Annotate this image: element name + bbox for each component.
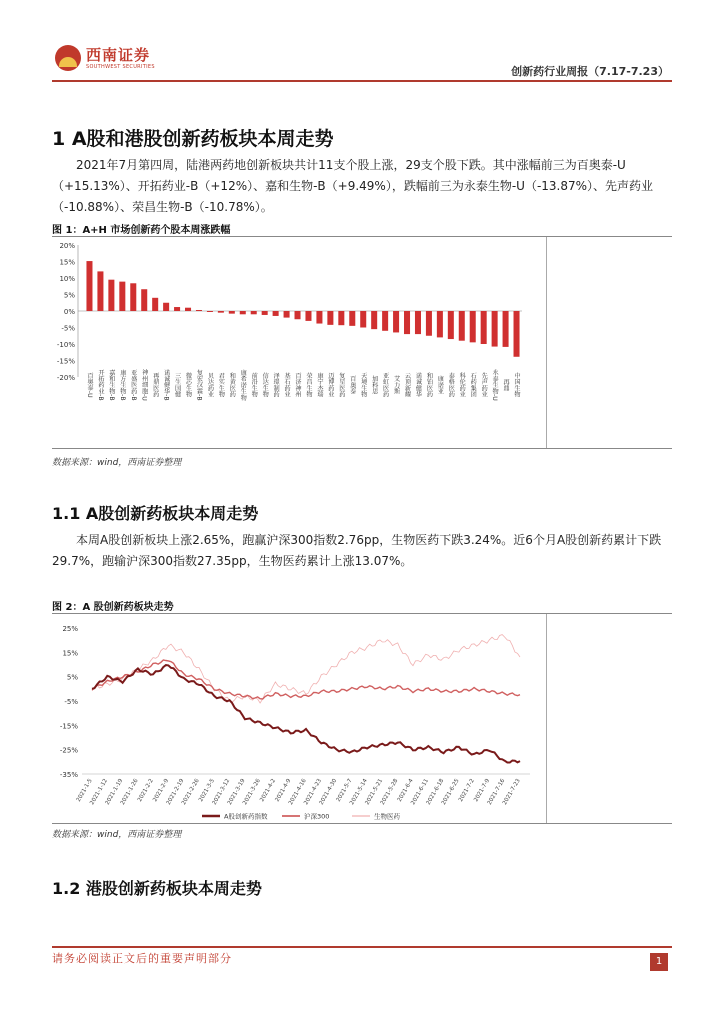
series-line-2 (92, 660, 520, 699)
section-1-paragraph (52, 155, 672, 218)
x-category-label: 加科思 (370, 375, 378, 395)
x-category-label: 亚盛医药-B (129, 369, 137, 401)
bar (503, 311, 509, 347)
x-tick-label: 2021-3-5 (198, 778, 217, 803)
figure-2-right-edge (546, 614, 547, 823)
bar (141, 289, 147, 311)
bar (426, 311, 432, 336)
x-tick-label: 2021-6-25 (440, 778, 461, 807)
x-tick-label: 2021-2-9 (152, 778, 171, 803)
bar (327, 311, 333, 325)
x-category-label: 复星医药 (337, 372, 345, 398)
x-category-label: 科伦药业 (458, 372, 466, 398)
x-category-label: 康希诺生物 (239, 369, 247, 401)
bar (284, 311, 290, 318)
y-tick-label: 5% (66, 673, 78, 682)
x-tick-label: 2021-7-16 (486, 778, 507, 807)
x-category-label: 和铂医药 (425, 372, 433, 398)
bar (108, 280, 114, 311)
x-tick-label: 2021-3-19 (226, 778, 247, 807)
x-category-label: 前沿生物 (250, 372, 258, 398)
section-heading-1: 1 A股和港股创新药板块本周走势 (52, 128, 334, 150)
y-tick-label: 20% (59, 242, 75, 250)
x-category-label: 荣昌生物 (304, 372, 312, 398)
y-tick-label: -15% (59, 722, 78, 731)
x-tick-label: 2021-7-23 (502, 778, 522, 807)
x-category-label: 先声药业 (480, 372, 488, 398)
x-tick-label: 2021-4-16 (288, 778, 308, 807)
x-category-label: 诺诚健华-B (162, 369, 170, 401)
bar (229, 311, 235, 314)
bar (174, 307, 180, 311)
x-tick-label: 2021-4-2 (259, 778, 278, 803)
series-line-3 (92, 635, 520, 703)
bar (273, 311, 279, 316)
y-tick-label: 15% (59, 258, 75, 267)
x-tick-label: 2021-1-5 (75, 778, 94, 803)
y-tick-label: 25% (62, 625, 78, 633)
bar (97, 271, 103, 311)
bar (514, 311, 520, 357)
x-category-label: 康方生物-B (118, 369, 126, 401)
section-1-1-text: 本周A股创新板块上涨2.65%，跑赢沪深300指数2.76pp，生物医药下跌3.24%。近6个月A股创新药累计下跌29.7%，跑输沪深300指数27.35pp，生物医药累计上涨13.07%。 (52, 533, 662, 568)
x-tick-label: 2021-4-23 (303, 778, 324, 807)
x-tick-label: 2021-5-28 (379, 778, 400, 807)
x-tick-label: 2021-7-9 (473, 778, 492, 803)
x-category-label: 中国生物 (513, 372, 521, 398)
x-category-label: 再鼎医药 (151, 372, 159, 398)
bar (415, 311, 421, 334)
x-category-label: 和黄医药 (228, 372, 236, 398)
x-tick-label: 2021-5-21 (364, 778, 385, 807)
x-tick-label: 2021-7-2 (457, 778, 476, 803)
figure-1-bottom-rule (52, 448, 672, 449)
header-divider (52, 80, 672, 82)
section-1-1-paragraph (52, 530, 672, 572)
bar (393, 311, 399, 332)
x-category-label: 诺诚健华 (414, 372, 422, 398)
x-tick-label: 2021-1-26 (119, 778, 140, 807)
y-tick-label: -5% (64, 698, 78, 706)
x-category-label: 信达生物 (261, 372, 269, 398)
x-tick-label: 2021-2-26 (181, 778, 201, 807)
page-number: 1 (650, 953, 668, 971)
x-category-label: 三生国健 (173, 372, 181, 398)
bar (459, 311, 465, 341)
bar (371, 311, 377, 329)
x-tick-label: 2021-5-14 (349, 778, 369, 807)
bar-chart (52, 237, 546, 448)
x-category-label: 迈博药业 (326, 372, 334, 398)
y-tick-label: -5% (61, 324, 75, 333)
y-tick-label: 5% (63, 291, 75, 300)
x-tick-label: 2021-3-26 (242, 778, 262, 807)
bar (207, 311, 213, 312)
x-category-label: 泽璟制药 (272, 372, 280, 398)
x-category-label: 亚虹医药 (381, 372, 389, 398)
x-category-label: 永泰生物-U (491, 369, 499, 401)
x-tick-label: 2021-5-7 (335, 778, 354, 803)
y-tick-label: -10% (56, 341, 75, 349)
x-category-label: 百奥泰-U (85, 372, 93, 398)
bar (382, 311, 388, 331)
x-category-label: 微芯生物 (184, 372, 192, 398)
x-tick-label: 2021-1-19 (104, 778, 125, 807)
section-heading-1-2: 1.2 港股创新药板块本周走势 (52, 879, 262, 898)
x-tick-label: 2021-6-11 (410, 778, 431, 807)
footer-disclaimer: 请务必阅读正文后的重要声明部分 (52, 952, 232, 965)
x-category-label: 嘉和生物-B (107, 369, 115, 401)
y-tick-label: -25% (59, 746, 78, 755)
y-tick-label: 0% (63, 308, 75, 316)
x-tick-label: 2021-4-9 (274, 778, 293, 803)
legend-label: 沪深300 (304, 812, 330, 821)
bar (470, 311, 476, 342)
x-category-label: 君实生物 (217, 372, 225, 398)
x-category-label: 百济神州 (294, 372, 302, 398)
bar (448, 311, 454, 339)
x-tick-label: 2021-4-30 (318, 778, 339, 807)
section-heading-1-1: 1.1 A股创新药板块本周走势 (52, 504, 259, 523)
bar (404, 311, 410, 334)
bar (240, 311, 246, 314)
series-line-1 (92, 665, 520, 762)
x-category-label: 再鼎 (502, 378, 510, 392)
bar (437, 311, 443, 337)
bar (163, 303, 169, 311)
x-category-label: 天境生物 (359, 372, 367, 398)
x-category-label: 开拓药业-B (96, 369, 104, 401)
bar (251, 311, 257, 314)
x-tick-label: 2021-6-4 (396, 778, 415, 803)
figure-1-right-edge (546, 237, 547, 448)
x-category-label: 神州细胞-U (140, 369, 148, 401)
x-tick-label: 2021-1-12 (89, 778, 110, 807)
bar (218, 311, 224, 313)
bar (86, 261, 92, 311)
x-tick-label: 2021-2-2 (136, 778, 155, 803)
brand-logo-icon (55, 45, 81, 71)
y-tick-label: 10% (59, 275, 75, 283)
bar (338, 311, 344, 325)
figure-2-bottom-rule (52, 823, 672, 824)
x-category-label: 贝达药业 (206, 372, 214, 398)
legend-label: 生物医药 (374, 812, 400, 821)
bar (316, 311, 322, 324)
y-tick-label: -20% (56, 374, 75, 382)
x-category-label: 百奥泰 (348, 375, 356, 395)
bar (349, 311, 355, 326)
x-category-label: 复宏汉霖-B (195, 369, 203, 401)
brand-name: 西南证券 (86, 46, 151, 64)
brand-subtitle: SOUTHWEST SECURITIES (86, 64, 155, 70)
line-chart (52, 614, 546, 823)
x-category-label: 艾力斯 (392, 375, 400, 395)
x-category-label: 康诺亚 (436, 375, 444, 395)
figure-2-title: 图 2：A 股创新药板块走势 (52, 602, 174, 613)
y-tick-label: -35% (59, 771, 78, 779)
x-tick-label: 2021-3-12 (211, 778, 232, 807)
bar (119, 282, 125, 311)
bar (185, 308, 191, 311)
y-tick-label: -15% (56, 357, 75, 366)
bar (305, 311, 311, 321)
x-category-label: 康宁杰瑞 (315, 372, 323, 398)
x-category-label: 云顶新耀 (403, 372, 411, 398)
legend-label: A股创新药指数 (224, 812, 268, 821)
figure-1-title: 图 1：A+H 市场创新药个股本周涨跌幅 (52, 225, 231, 236)
report-title: 创新药行业周报（7.17-7.23） (511, 65, 669, 78)
bar (360, 311, 366, 328)
x-tick-label: 2021-6-18 (425, 778, 446, 807)
bar (152, 298, 158, 311)
footer-divider (52, 946, 672, 948)
x-category-label: 基石药业 (283, 372, 291, 398)
figure-2-source: 数据来源：wind，西南证券整理 (52, 830, 182, 840)
bar (130, 283, 136, 311)
x-category-label: 石药集团 (469, 372, 477, 398)
bar (492, 311, 498, 347)
bar (196, 310, 202, 311)
bar (481, 311, 487, 344)
bar (262, 311, 268, 315)
y-tick-label: 15% (62, 649, 78, 658)
x-tick-label: 2021-2-19 (165, 778, 186, 807)
x-category-label: 泰格医药 (447, 372, 455, 398)
bar (295, 311, 301, 319)
figure-1-source: 数据来源：wind，西南证券整理 (52, 458, 182, 468)
section-1-text: 2021年7月第四周，陆港两药地创新板块共计11支个股上涨，29支个股下跌。其中涨幅前三为百奥泰-U（+15.13%）、开拓药业-B（+12%）、嘉和生物-B（+9.49%），跌幅前三为永泰生物-U（-13.87%）、先声药业（-10.88%）、荣昌生物-B（-10.78%）。 (52, 158, 654, 214)
